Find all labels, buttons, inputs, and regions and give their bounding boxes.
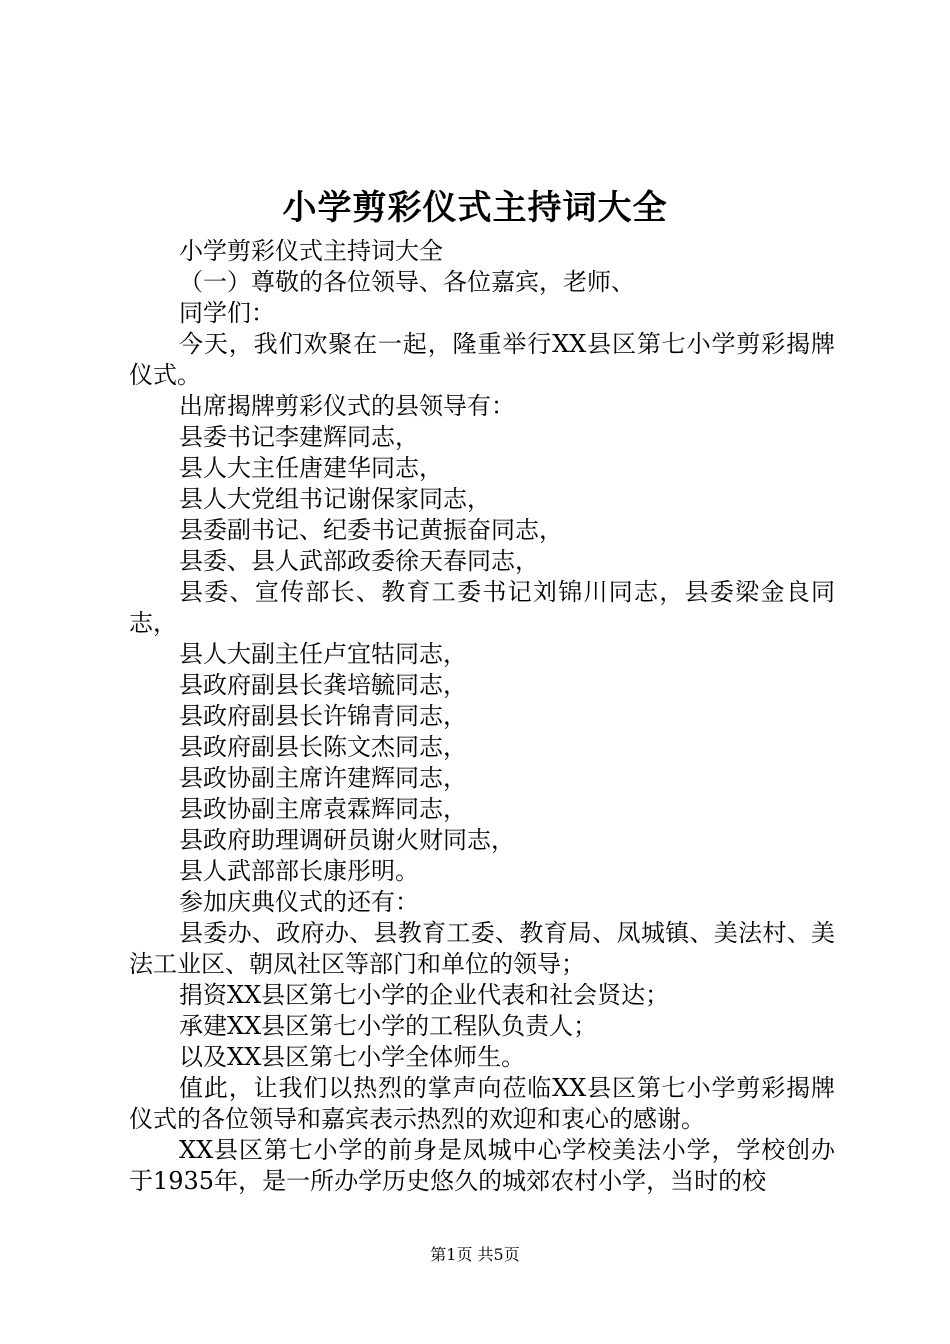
paragraph: 县委办、政府办、县教育工委、教育局、凤城镇、美法村、美法工业区、朝凤社区等部门和单位的领导； xyxy=(129,919,835,978)
paragraph: 捐资XX县区第七小学的企业代表和社会贤达； xyxy=(179,981,670,1009)
paragraph: 以及XX县区第七小学全体师生。 xyxy=(179,1043,526,1071)
paragraph: 值此，让我们以热烈的掌声向莅临XX县区第七小学剪彩揭牌仪式的各位领导和嘉宾表示热烈的欢迎和衷心的感谢。 xyxy=(129,1074,835,1133)
paragraph: 县政府副县长陈文杰同志， xyxy=(179,733,467,761)
paragraph: 参加庆典仪式的还有： xyxy=(179,888,419,916)
paragraph: 县委、宣传部长、教育工委书记刘锦川同志，县委梁金良同志， xyxy=(129,578,835,637)
paragraph: 今天，我们欢聚在一起，隆重举行XX县区第七小学剪彩揭牌仪式。 xyxy=(129,330,835,389)
document-title: 小学剪彩仪式主持词大全 xyxy=(282,188,668,228)
paragraph: 县政协副主席许建辉同志， xyxy=(179,764,467,792)
paragraph: 小学剪彩仪式主持词大全 xyxy=(179,237,443,265)
paragraph: 县人大党组书记谢保家同志， xyxy=(179,485,491,513)
paragraph: 县委书记李建辉同志， xyxy=(179,423,419,451)
paragraph: 县政府助理调研员谢火财同志， xyxy=(179,826,515,854)
paragraph: 县委副书记、纪委书记黄振奋同志， xyxy=(179,516,563,544)
paragraph: 县人大主任唐建华同志， xyxy=(179,454,443,482)
paragraph: 县政府副县长龚培毓同志， xyxy=(179,671,467,699)
paragraph: 县人大副主任卢宜牯同志， xyxy=(179,640,467,668)
paragraph: 出席揭牌剪彩仪式的县领导有： xyxy=(179,392,515,420)
page-number-footer: 第1页 共5页 xyxy=(430,1245,520,1264)
paragraph: XX县区第七小学的前身是凤城中心学校美法小学，学校创办于1935年，是一所办学历史悠久的城郊农村小学，当时的校 xyxy=(129,1136,835,1195)
paragraph: 同学们： xyxy=(179,299,275,327)
paragraph: 县政府副县长许锦青同志， xyxy=(179,702,467,730)
paragraph: （一）尊敬的各位领导、各位嘉宾，老师、 xyxy=(179,268,635,296)
paragraph: 承建XX县区第七小学的工程队负责人； xyxy=(179,1012,598,1040)
paragraph: 县委、县人武部政委徐天春同志， xyxy=(179,547,539,575)
paragraph: 县政协副主席袁霖辉同志， xyxy=(179,795,467,823)
paragraph: 县人武部部长康彤明。 xyxy=(179,857,419,885)
document-body xyxy=(129,236,835,1197)
